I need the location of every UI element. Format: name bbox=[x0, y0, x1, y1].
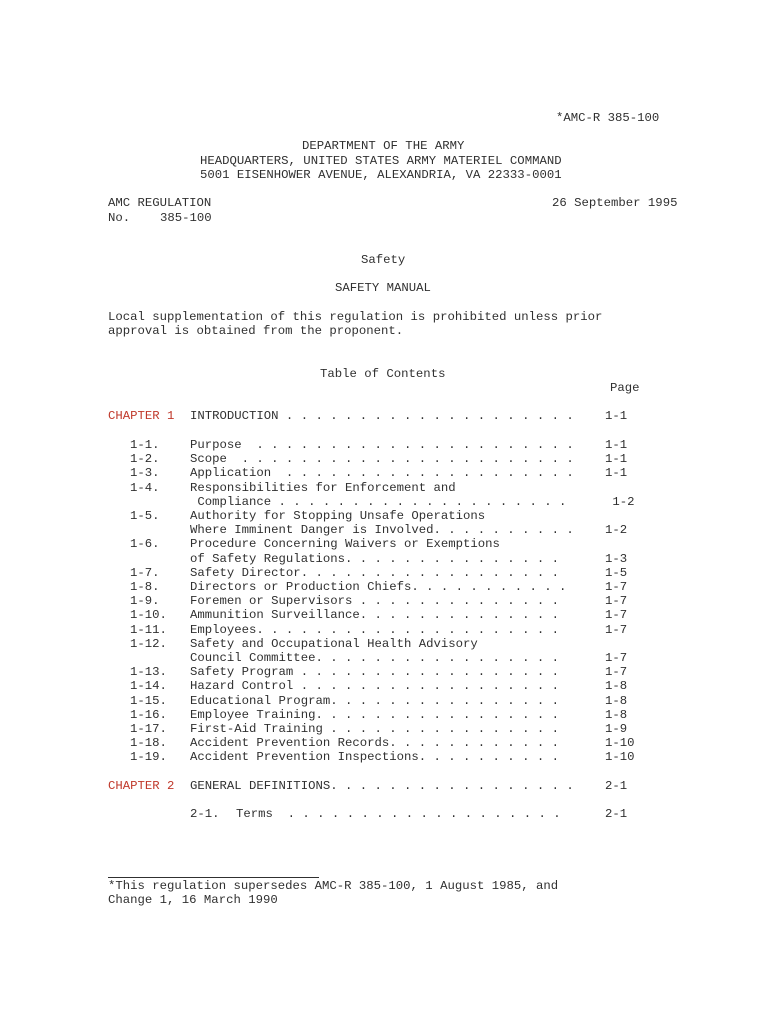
toc-entry-page: 1-10 bbox=[605, 736, 635, 750]
toc-entry-title: Procedure Concerning Waivers or Exemptions bbox=[190, 537, 500, 551]
toc-entry-page: 1-1 bbox=[605, 438, 628, 452]
regulation-date: 26 September 1995 bbox=[552, 196, 678, 210]
supplementation-notice-line1: Local supplementation of this regulation is prohibited unless prior bbox=[108, 310, 603, 324]
toc-entry-page: 1-1 bbox=[605, 452, 628, 466]
chapter-label: CHAPTER 2 bbox=[108, 779, 175, 793]
toc-entry-title: Safety and Occupational Health Advisory bbox=[190, 637, 478, 651]
toc-entry-number: 1-7. bbox=[130, 566, 160, 580]
subject-title: Safety bbox=[361, 253, 406, 267]
toc-entry-title: Terms . . . . . . . . . . . . . . . . . . . bbox=[236, 807, 561, 821]
toc-entry-page: 1-9 bbox=[605, 722, 628, 736]
toc-entry-page: 1-8 bbox=[605, 694, 628, 708]
toc-entry-page: 1-2 bbox=[605, 523, 628, 537]
toc-entry-title: Application . . . . . . . . . . . . . . . . . . . . bbox=[190, 466, 574, 480]
toc-entry-number: 1-16. bbox=[130, 708, 167, 722]
chapter-title: INTRODUCTION . . . . . . . . . . . . . . . . . . . . bbox=[190, 409, 574, 423]
toc-heading: Table of Contents bbox=[320, 367, 446, 381]
toc-entry-page: 1-8 bbox=[605, 708, 628, 722]
chapter-title: GENERAL DEFINITIONS. . . . . . . . . . . . . . . . . bbox=[190, 779, 574, 793]
headquarters-address: 5001 EISENHOWER AVENUE, ALEXANDRIA, VA 22333-0001 bbox=[200, 168, 562, 182]
department-name: DEPARTMENT OF THE ARMY bbox=[302, 139, 465, 153]
toc-entry-page: 1-7 bbox=[605, 594, 628, 608]
toc-entry-title: First-Aid Training . . . . . . . . . . . . . . . . bbox=[190, 722, 559, 736]
toc-entry-title: Accident Prevention Records. . . . . . . . . . . . bbox=[190, 736, 559, 750]
toc-entry-title: Scope . . . . . . . . . . . . . . . . . . . . . . . bbox=[190, 452, 574, 466]
toc-entry-page: 1-8 bbox=[605, 679, 628, 693]
footnote-line2: Change 1, 16 March 1990 bbox=[108, 893, 278, 907]
toc-entry-title: Council Committee. . . . . . . . . . . . . . . . . bbox=[190, 651, 559, 665]
toc-entry-title: Where Imminent Danger is Involved. . . . . . . . . . bbox=[190, 523, 574, 537]
toc-entry-number: 1-12. bbox=[130, 637, 167, 651]
toc-entry-number: 1-1. bbox=[130, 438, 160, 452]
toc-entry-number: 1-5. bbox=[130, 509, 160, 523]
toc-entry-page: 1-7 bbox=[605, 651, 628, 665]
regulation-label: AMC REGULATION bbox=[108, 196, 212, 210]
toc-entry-number: 1-13. bbox=[130, 665, 167, 679]
toc-entry-title: Employee Training. . . . . . . . . . . . . . . . . bbox=[190, 708, 559, 722]
toc-entry-title: Purpose . . . . . . . . . . . . . . . . . . . . . . bbox=[190, 438, 574, 452]
toc-entry-number: 1-14. bbox=[130, 679, 167, 693]
toc-entry-page: 1-7 bbox=[605, 623, 628, 637]
regulation-number-label: No. bbox=[108, 211, 131, 225]
toc-entry-title: Employees. . . . . . . . . . . . . . . . . . . . . bbox=[190, 623, 559, 637]
toc-entry-title: Accident Prevention Inspections. . . . . . . . . . bbox=[190, 750, 559, 764]
toc-entry-title: Safety Director. . . . . . . . . . . . . . . . . . bbox=[190, 566, 559, 580]
toc-entry-page: 1-3 bbox=[605, 552, 628, 566]
chapter-label: CHAPTER 1 bbox=[108, 409, 175, 423]
headquarters-name: HEADQUARTERS, UNITED STATES ARMY MATERIEL COMMAND bbox=[200, 154, 562, 168]
regulation-number: 385-100 bbox=[160, 211, 212, 225]
toc-entry-number: 1-17. bbox=[130, 722, 167, 736]
chapter-page: 1-1 bbox=[605, 409, 628, 423]
toc-entry-page: 1-7 bbox=[605, 608, 628, 622]
document-id: *AMC-R 385-100 bbox=[556, 111, 660, 125]
toc-entry-number: 1-11. bbox=[130, 623, 167, 637]
toc-entry-title: Safety Program . . . . . . . . . . . . . . . . . . bbox=[190, 665, 559, 679]
toc-entry-title: Ammunition Surveillance. . . . . . . . . . . . . . bbox=[190, 608, 559, 622]
toc-entry-page: 1-7 bbox=[605, 665, 628, 679]
supplementation-notice-line2: approval is obtained from the proponent. bbox=[108, 324, 404, 338]
toc-entry-page: 1-1 bbox=[605, 466, 628, 480]
chapter-page: 2-1 bbox=[605, 779, 628, 793]
toc-entry-title: of Safety Regulations. . . . . . . . . . . . . . . bbox=[190, 552, 559, 566]
toc-entry-title: Compliance . . . . . . . . . . . . . . . . . . . . bbox=[190, 495, 567, 509]
manual-title: SAFETY MANUAL bbox=[335, 281, 431, 295]
toc-entry-title: Educational Program. . . . . . . . . . . . . . . . bbox=[190, 694, 559, 708]
toc-entry-title: Responsibilities for Enforcement and bbox=[190, 481, 456, 495]
toc-entry-page: 1-7 bbox=[605, 580, 628, 594]
toc-entry-page: 2-1 bbox=[605, 807, 628, 821]
toc-entry-number: 1-9. bbox=[130, 594, 160, 608]
footnote-divider bbox=[108, 877, 319, 878]
toc-entry-number: 1-4. bbox=[130, 481, 160, 495]
toc-entry-title: Directors or Production Chiefs. . . . . . . . . . . bbox=[190, 580, 567, 594]
footnote-line1: *This regulation supersedes AMC-R 385-100, 1 August 1985, and bbox=[108, 879, 559, 893]
toc-entry-title: Hazard Control . . . . . . . . . . . . . . . . . . bbox=[190, 679, 559, 693]
toc-entry-page: 1-10 bbox=[605, 750, 635, 764]
toc-entry-number: 1-3. bbox=[130, 466, 160, 480]
toc-entry-number: 1-2. bbox=[130, 452, 160, 466]
toc-entry-number: 2-1. bbox=[190, 807, 220, 821]
toc-entry-number: 1-19. bbox=[130, 750, 167, 764]
toc-entry-number: 1-6. bbox=[130, 537, 160, 551]
toc-entry-number: 1-8. bbox=[130, 580, 160, 594]
toc-entry-number: 1-15. bbox=[130, 694, 167, 708]
toc-entry-number: 1-10. bbox=[130, 608, 167, 622]
toc-page-header: Page bbox=[610, 381, 640, 395]
toc-entry-number: 1-18. bbox=[130, 736, 167, 750]
toc-entry-page: 1-5 bbox=[605, 566, 628, 580]
toc-entry-page: 1-2 bbox=[605, 495, 635, 509]
toc-entry-title: Authority for Stopping Unsafe Operations bbox=[190, 509, 486, 523]
toc-entry-title: Foremen or Supervisors . . . . . . . . . . . . . . bbox=[190, 594, 559, 608]
